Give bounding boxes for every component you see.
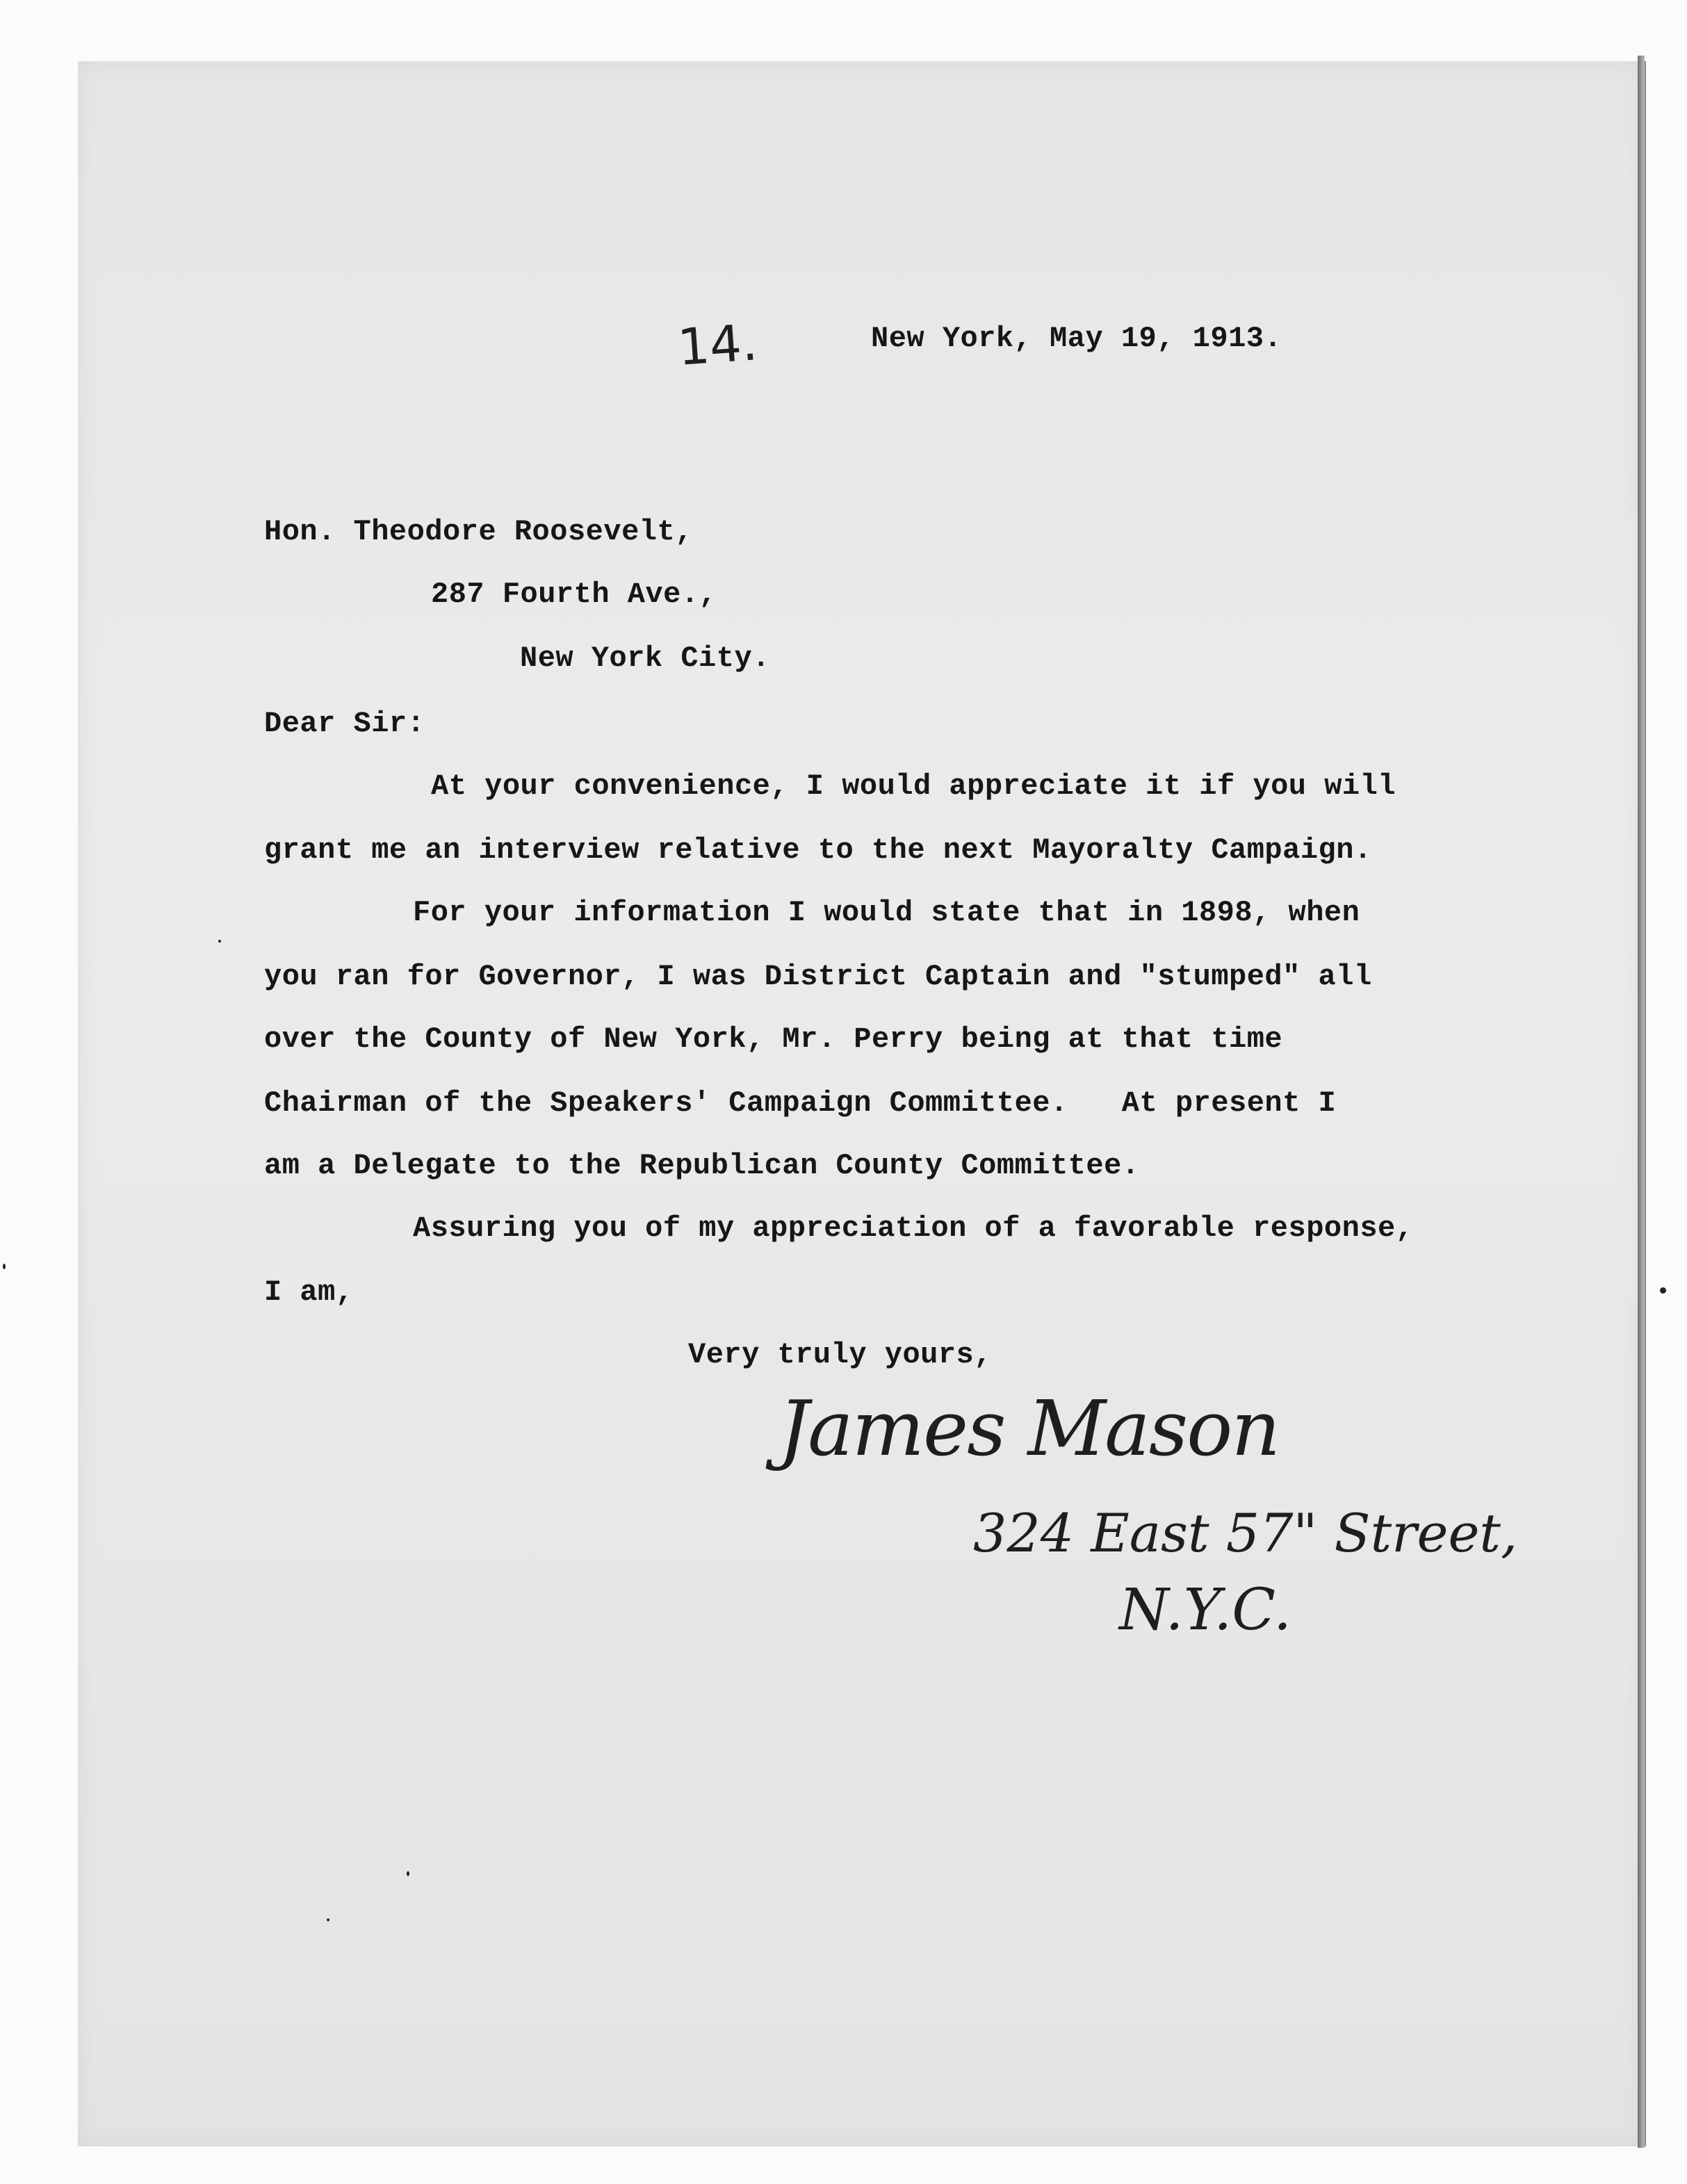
body-line: Assuring you of my appreciation of a favorable response, [413,1212,1414,1245]
body-line: At your convenience, I would appreciate it if you will [431,769,1396,803]
handwritten-address-line1: 324 East 57" Street, [973,1502,1518,1564]
body-line: Chairman of the Speakers' Campaign Committee. At present I [264,1086,1337,1120]
body-line: grant me an interview relative to the next Mayoralty Campaign. [264,833,1372,867]
signature-text: James Mason [779,1384,1280,1473]
body-line: For your information I would state that in 1898, when [413,896,1360,929]
recipient-street: 287 Fourth Ave., [431,578,717,611]
scan-speck [3,1264,6,1269]
closing: Very truly yours, [688,1338,992,1371]
dateline: New York, May 19, 1913. [871,322,1282,355]
scan-speck [218,940,221,943]
recipient-name: Hon. Theodore Roosevelt, [264,515,693,548]
paper-edge-shadow [1638,56,1645,2148]
handwritten-address-line2: N.Y.C. [1119,1577,1292,1643]
salutation: Dear Sir: [264,707,425,740]
scan-speck [407,1871,409,1876]
handwritten-signature [779,1384,1321,1501]
handwritten-page-number: 14. [676,313,760,377]
body-line: am a Delegate to the Republican County Committee. [264,1149,1140,1182]
scan-speck [327,1918,329,1921]
scan-speck [1660,1287,1666,1294]
body-line: I am, [264,1276,354,1309]
recipient-city: New York City. [520,642,770,675]
body-line: you ran for Governor, I was District Captain and "stumped" all [264,960,1372,993]
body-line: over the County of New York, Mr. Perry being at that time [264,1022,1283,1056]
